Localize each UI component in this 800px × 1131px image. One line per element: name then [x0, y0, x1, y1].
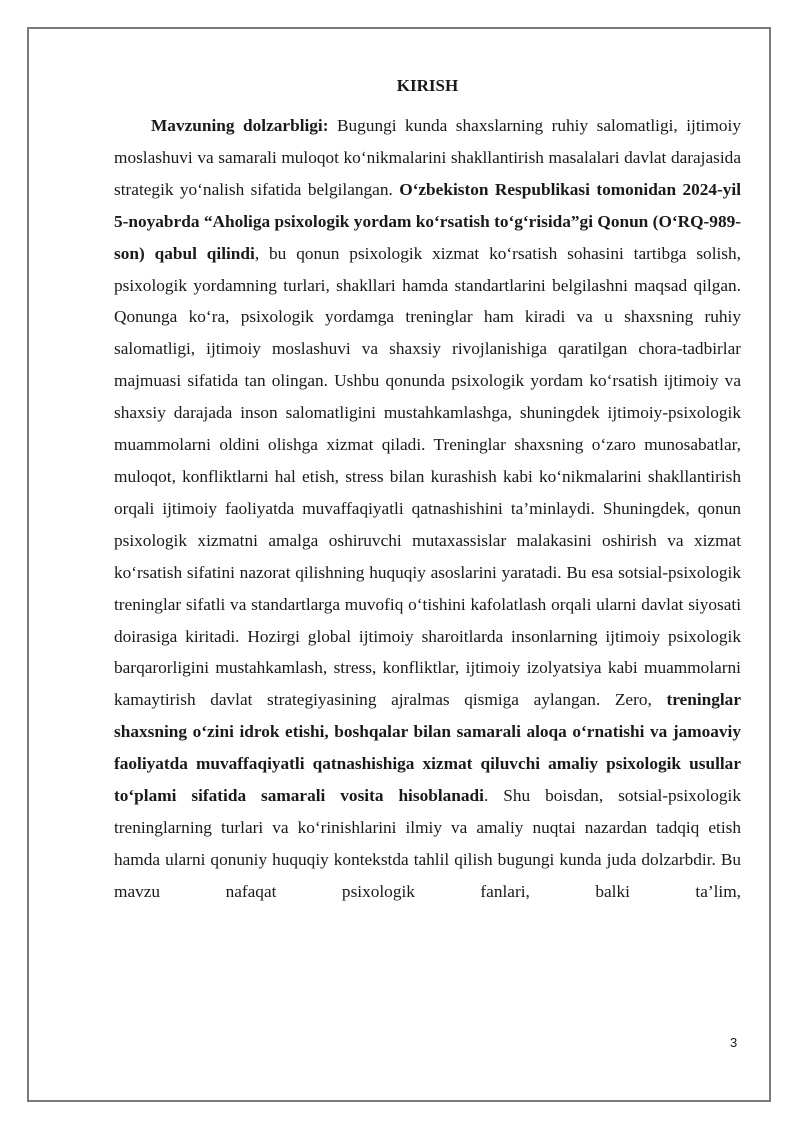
page-number: 3 — [730, 1035, 738, 1050]
law-reference-bold: O‘zbekiston Respublikasi tomonidan 2024-yil 5-noyabrda “Aholiga psixologik yordam ko‘rsatish to‘g‘risida”gi Qonun (O‘RQ-989-son) qabul qilindi — [114, 179, 742, 263]
paragraph-text-2: , bu qonun psixologik xizmat ko‘rsatish sohasini tartibga solish, psixologik yordamning turlari, shakllari hamda standartlarini belgilashni maqsad qilgan. Qonunga ko‘ra, psixologik yordamga treninglar ham kiradi va u shaxsning ruhiy salomatligi, ijtimoiy moslashuvi va shaxsiy rivojlanishiga qaratilgan chora-tadbirlar majmuasi sifatida tan olingan. Ushbu qonunda psixologik yordam ko‘rsatish ijtimoiy va shaxsiy darajada inson salomatligini mustahkamlashga, shuningdek ijtimoiy-psixologik muammolarni oldini olishga xizmat qiladi. Treninglar shaxsning o‘zaro munosabatlar, muloqot, konfliktlarni hal etish, stress bilan kurashish kabi ko‘nikmalarini shakllantirish orqali ijtimoiy faoliyatda muvaffaqiyatli qatnashishini ta’minlaydi. Shuningdek, qonun psixologik xizmatni amalga oshiruvchi mutaxassislar malakasini oshirish va xizmat ko‘rsatish sifatini nazorat qilishning huquqiy asoslarini yaratadi. Bu esa sotsial-psixologik treninglar sifatli va standartlarga muvofiq o‘tishini kafolatlash orqali ularni davlat siyosati doirasiga kiritadi. Hozirgi global ijtimoiy sharoitlarda insonlarning ijtimoiy psixologik barqarorligini mustahkamlash, stress, konfliktlar, ijtimoiy izolyatsiya kabi muammolarni kamaytirish davlat strategiyasining ajralmas qismiga aylangan. Zero, — [114, 243, 741, 710]
relevance-heading: Mavzuning dolzarbligi: — [151, 116, 329, 135]
trainings-definition-bold: treninglar shaxsning o‘zini idrok etishi, boshqalar bilan samarali aloqa o‘rnatishi va jamoaviy faoliyatda muvaffaqiyatli qatnashishiga xizmat qiluvchi amaliy psixologik usullar to‘plami sifatida samarali vosita hisoblanadi — [114, 690, 741, 806]
body-paragraph — [114, 110, 741, 908]
paragraph-text-1: Bugungi kunda shaxslarning ruhiy salomatligi, ijtimoiy moslashuvi va samarali muloqot ko‘nikmalarini shakllantirish masalalari davlat darajasida strategik yo‘nalish sifatida belgilangan. — [114, 116, 741, 199]
section-title: KIRISH — [396, 76, 459, 95]
document-body — [114, 70, 741, 908]
paragraph-text-3: . Shu boisdan, sotsial-psixologik treninglarning turlari va ko‘rinishlarini ilmiy va amaliy nuqtai nazardan tadqiq etish hamda ularni qonuniy huquqiy kontekstda tahlil qilish bugungi kunda juda dolzarbdir. Bu mavzu nafaqat psixologik fanlari, balki ta’lim, — [114, 786, 741, 901]
